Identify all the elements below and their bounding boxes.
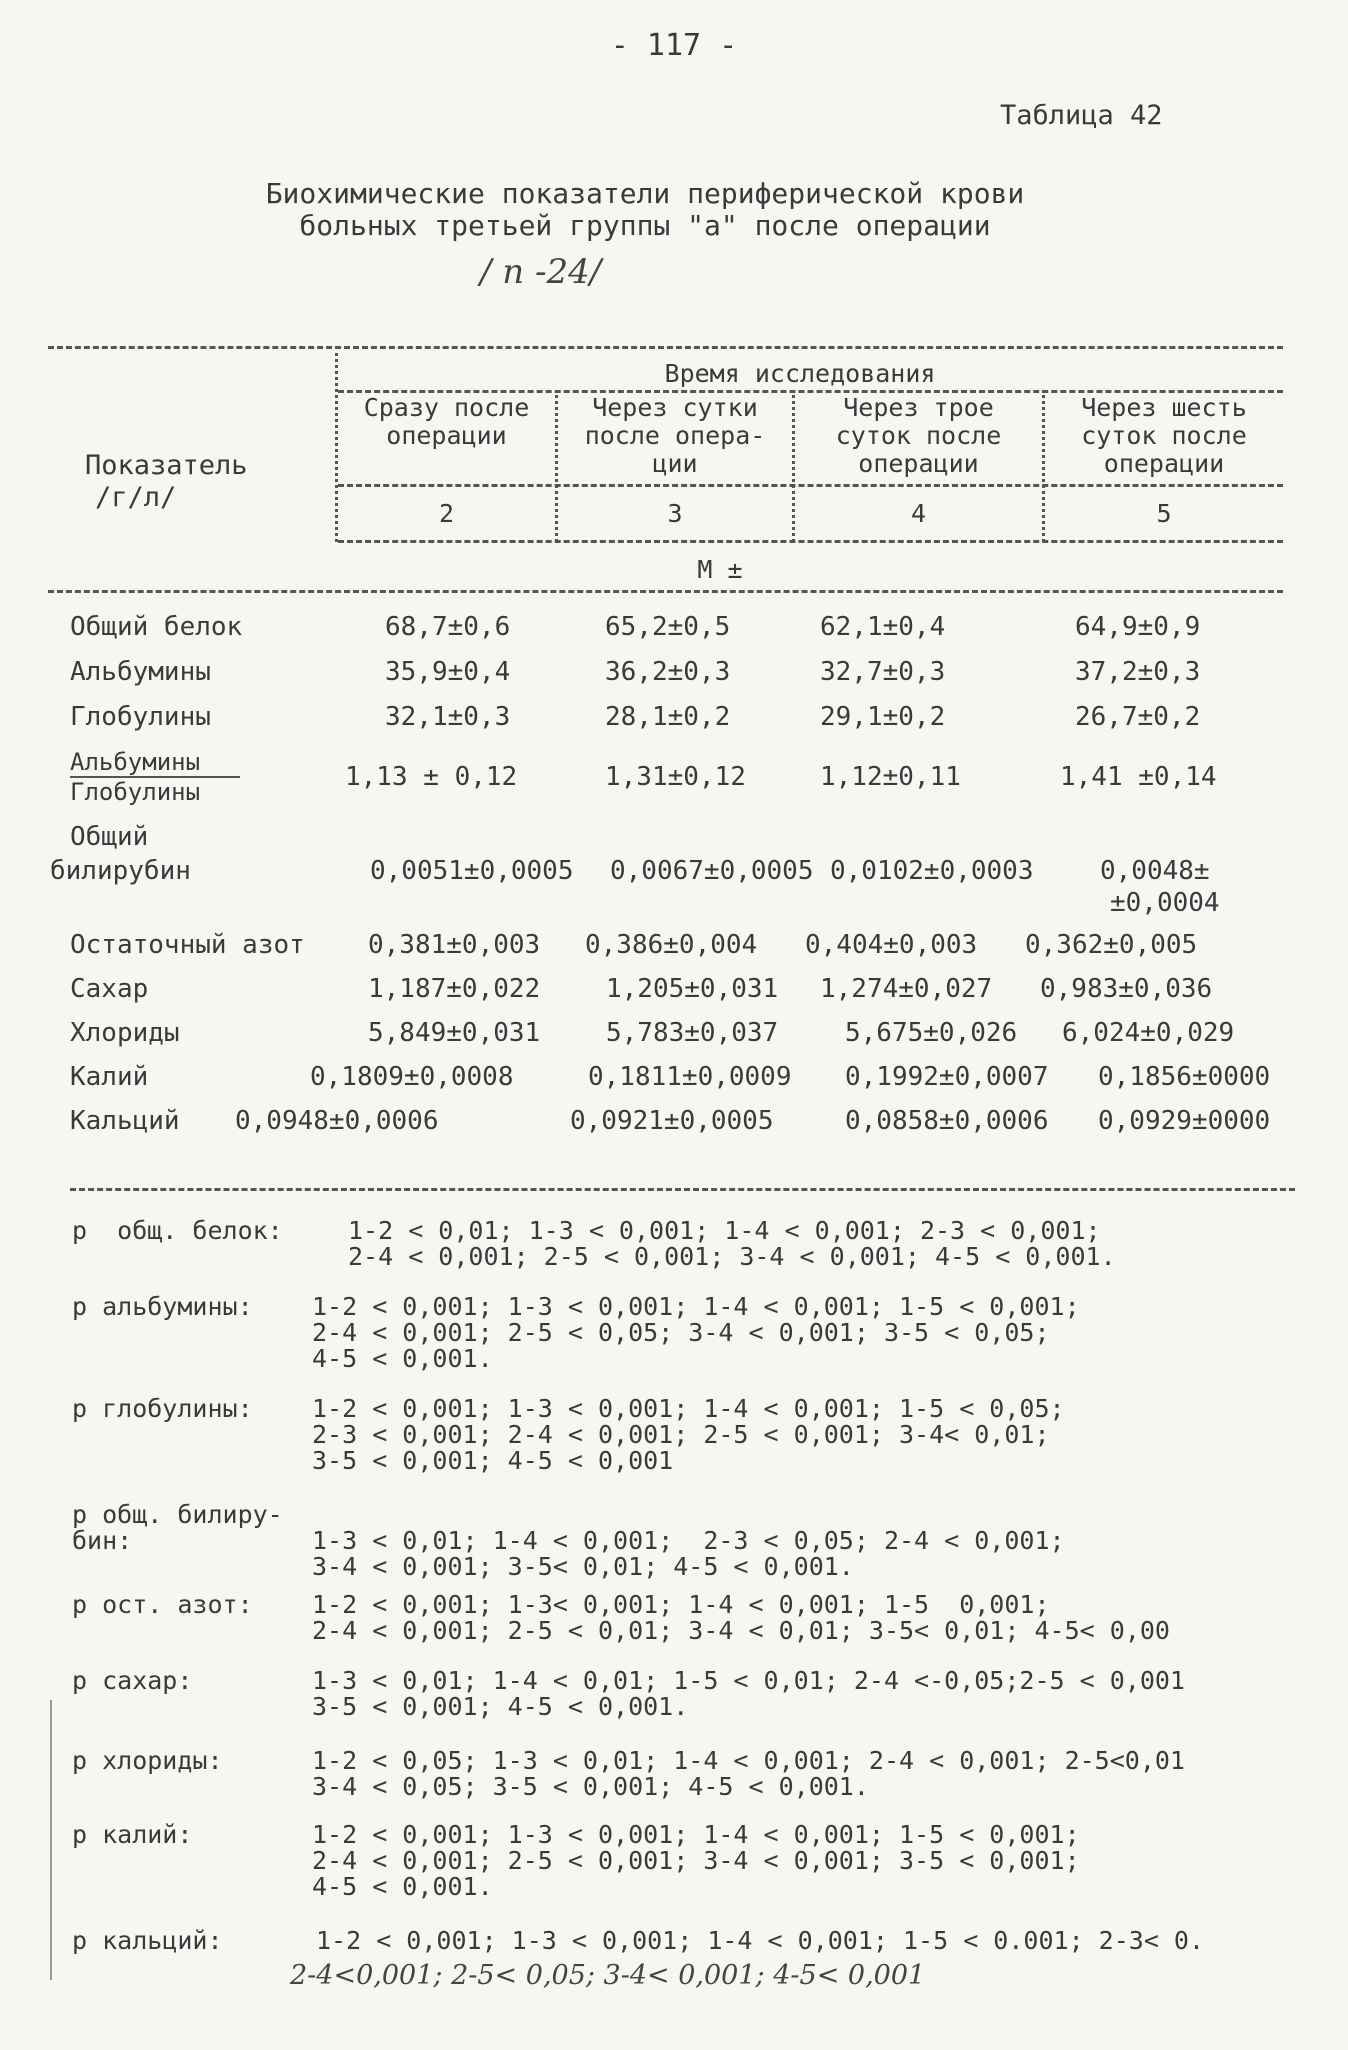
pvalue-label: р кальций: <box>72 1926 223 1955</box>
table-cell: 0,0048± <box>1100 856 1210 886</box>
column-header-4-line1: Через трое <box>843 393 994 422</box>
table-cell: 1,205±0,031 <box>606 974 779 1004</box>
column-header-2-line2: операции <box>386 421 507 450</box>
header-rule <box>338 540 1283 543</box>
table-cell: 32,1±0,3 <box>385 702 511 732</box>
table-cell: 0,1809±0,0008 <box>310 1062 514 1092</box>
row-label-denominator: Глобулины <box>70 778 201 806</box>
column-header-3-line3: ции <box>652 449 698 478</box>
row-label: Остаточный азот <box>70 930 305 960</box>
table-cell: 0,0948±0,0006 <box>235 1106 439 1136</box>
pvalue-label: р ост. азот: <box>72 1590 253 1619</box>
table-label: Таблица 42 <box>1000 100 1163 131</box>
column-header-5-line3: операции <box>1103 449 1225 478</box>
table-cell: 35,9±0,4 <box>385 657 511 687</box>
pvalue-line: 2-4 < 0,001; 2-5 < 0,001; 3-4 < 0,001; 3-5 < 0,001; <box>312 1846 1080 1875</box>
column-number-4: 4 <box>910 499 927 528</box>
pvalue-line: 4-5 < 0,001. <box>312 1344 493 1373</box>
table-title-line1: Биохимические показатели периферической крови <box>265 177 1025 210</box>
table-cell: 0,362±0,005 <box>1025 930 1198 960</box>
page-number: - 117 - <box>610 28 738 63</box>
table-cell: 64,9±0,9 <box>1075 612 1201 642</box>
page-margin-mark <box>50 1700 52 1980</box>
table-cell: 0,0067±0,0005 <box>610 856 814 886</box>
column-header-4-line2: суток после <box>835 421 1002 450</box>
table-cell: 0,404±0,003 <box>805 930 978 960</box>
table-cell: 36,2±0,3 <box>605 657 731 687</box>
column-header-3-line1: Через сутки <box>592 393 758 422</box>
row-label: Калий <box>70 1062 149 1092</box>
table-title-line2: больных третьей группы "а" после операции <box>299 209 991 242</box>
indicator-unit: /г/л/ <box>95 482 177 513</box>
row-label: Кальций <box>70 1106 180 1136</box>
column-number-3: 3 <box>667 499 683 528</box>
table-cell: 28,1±0,2 <box>605 702 731 732</box>
indicator-header: Показатель <box>85 450 248 481</box>
pvalue-line: 1-2 < 0,001; 1-3 < 0,001; 1-4 < 0,001; 1-5 < 0.001; 2-3< 0. <box>316 1926 1205 1955</box>
table-cell: 26,7±0,2 <box>1075 702 1201 732</box>
table-bottom-rule <box>70 1188 1295 1191</box>
row-label: Глобулины <box>70 702 211 732</box>
table-cell: 0,0921±0,0005 <box>570 1106 774 1136</box>
pvalue-line: 2-4 < 0,001; 2-5 < 0,05; 3-4 < 0,001; 3-5 < 0,05; <box>312 1318 1050 1347</box>
pvalue-line: 3-4 < 0,001; 3-5< 0,01; 4-5 < 0,001. <box>312 1552 854 1581</box>
column-header-4-line3: операции <box>858 449 979 478</box>
table-cell: 0,0929±0000 <box>1098 1106 1271 1136</box>
column-number-2: 2 <box>438 499 455 528</box>
table-cell: 37,2±0,3 <box>1075 657 1201 687</box>
pvalue-label: р альбумины: <box>72 1292 253 1321</box>
pvalue-label: р хлориды: <box>72 1746 223 1775</box>
pvalue-line: 1-2 < 0,001; 1-3 < 0,001; 1-4 < 0,001; 1-5 < 0,05; <box>312 1394 1065 1423</box>
pvalue-line: 1-2 < 0,01; 1-3 < 0,001; 1-4 < 0,001; 2-3 < 0,001; <box>348 1216 1101 1245</box>
pvalue-line: 2-4 < 0,001; 2-5 < 0,001; 3-4 < 0,001; 4-5 < 0,001. <box>348 1242 1116 1271</box>
table-cell: 1,187±0,022 <box>368 974 541 1004</box>
pvalue-line: 3-5 < 0,001; 4-5 < 0,001 <box>312 1446 674 1475</box>
pvalue-line: 4-5 < 0,001. <box>312 1872 493 1901</box>
header-rule <box>338 484 1283 487</box>
pvalue-line: 3-5 < 0,001; 4-5 < 0,001. <box>312 1692 689 1721</box>
row-label: Хлориды <box>70 1018 180 1048</box>
table-cell: 0,1856±0000 <box>1098 1062 1271 1092</box>
table-cell: 32,7±0,3 <box>820 657 946 687</box>
table-cell: 65,2±0,5 <box>605 612 731 642</box>
pvalue-line: 1-2 < 0,001; 1-3 < 0,001; 1-4 < 0,001; 1-5 < 0,001; <box>312 1820 1080 1849</box>
table-cell: 0,0051±0,0005 <box>370 856 574 886</box>
pvalue-line: 1-3 < 0,01; 1-4 < 0,01; 1-5 < 0,01; 2-4 <-0,05;2-5 < 0,001 <box>312 1666 1185 1695</box>
pvalue-line: 2-4 < 0,001; 2-5 < 0,01; 3-4 < 0,01; 3-5< 0,01; 4-5< 0,00 <box>312 1616 1170 1645</box>
table-cell: 0,1992±0,0007 <box>845 1062 1049 1092</box>
row-label-line2: билирубин <box>50 856 191 886</box>
table-cell: 0,0102±0,0003 <box>830 856 1034 886</box>
row-label: Общий белок <box>70 612 243 642</box>
pvalue-label: р сахар: <box>72 1666 193 1695</box>
table-cell: 5,783±0,037 <box>606 1018 779 1048</box>
row-label-numerator: Альбумины <box>70 748 201 776</box>
table-cell: 6,024±0,029 <box>1062 1018 1235 1048</box>
table-cell: 0,386±0,004 <box>585 930 758 960</box>
column-header-2-line1: Сразу после <box>363 393 530 422</box>
column-header-5-line2: суток после <box>1081 421 1247 450</box>
handwritten-addition: 2-4<0,001; 2-5< 0,05; 3-4< 0,001; 4-5< 0,001 <box>290 1960 926 1991</box>
pvalue-line: 3-4 < 0,05; 3-5 < 0,001; 4-5 < 0,001. <box>312 1772 869 1801</box>
column-header-5-line1: Через шесть <box>1081 393 1247 422</box>
table-cell: 1,274±0,027 <box>820 974 993 1004</box>
table-cell: 5,849±0,031 <box>368 1018 541 1048</box>
table-cell: 1,12±0,11 <box>820 762 961 792</box>
row-label: Сахар <box>70 974 149 1004</box>
table-cell: 29,1±0,2 <box>820 702 946 732</box>
pvalue-label-line2: бин: <box>72 1526 133 1555</box>
pvalue-label-line1: р общ. билиру- <box>72 1500 283 1529</box>
pvalue-line: 2-3 < 0,001; 2-4 < 0,001; 2-5 < 0,001; 3-4< 0,01; <box>312 1420 1050 1449</box>
pvalue-line: 1-2 < 0,001; 1-3 < 0,001; 1-4 < 0,001; 1-5 < 0,001; <box>312 1292 1080 1321</box>
pvalue-line: 1-2 < 0,001; 1-3< 0,001; 1-4 < 0,001; 1-5 0,001; <box>312 1590 1050 1619</box>
table-cell: 0,983±0,036 <box>1040 974 1213 1004</box>
table-cell: 1,13 ± 0,12 <box>345 762 518 792</box>
table-cell: 0,1811±0,0009 <box>588 1062 792 1092</box>
column-number-5: 5 <box>1156 499 1172 528</box>
pvalue-label: р калий: <box>72 1820 193 1849</box>
header-bottom-rule <box>48 590 1283 593</box>
time-group-header: Время исследования <box>664 359 936 388</box>
table-top-rule <box>48 346 1283 349</box>
row-label: Альбумины <box>70 657 211 687</box>
pvalue-label: р общ. белок: <box>72 1216 283 1245</box>
table-cell: 68,7±0,6 <box>385 612 511 642</box>
pvalue-label: р глобулины: <box>72 1394 253 1423</box>
table-cell-continued: ±0,0004 <box>1110 888 1220 918</box>
row-label-line1: Общий <box>70 822 149 852</box>
table-cell: 1,41 ±0,14 <box>1060 762 1217 792</box>
table-cell: 0,381±0,003 <box>368 930 541 960</box>
stat-header: М ± <box>697 555 743 584</box>
table-cell: 0,0858±0,0006 <box>845 1106 1049 1136</box>
pvalue-line: 1-3 < 0,01; 1-4 < 0,001; 2-3 < 0,05; 2-4 < 0,001; <box>312 1526 1065 1555</box>
sample-size-note: / n -24/ <box>480 252 602 292</box>
table-cell: 62,1±0,4 <box>820 612 946 642</box>
pvalue-line: 1-2 < 0,05; 1-3 < 0,01; 1-4 < 0,001; 2-4 < 0,001; 2-5<0,01 <box>312 1746 1185 1775</box>
column-header-3-line2: после опера- <box>584 421 766 450</box>
table-cell: 5,675±0,026 <box>845 1018 1018 1048</box>
table-cell: 1,31±0,12 <box>605 762 746 792</box>
